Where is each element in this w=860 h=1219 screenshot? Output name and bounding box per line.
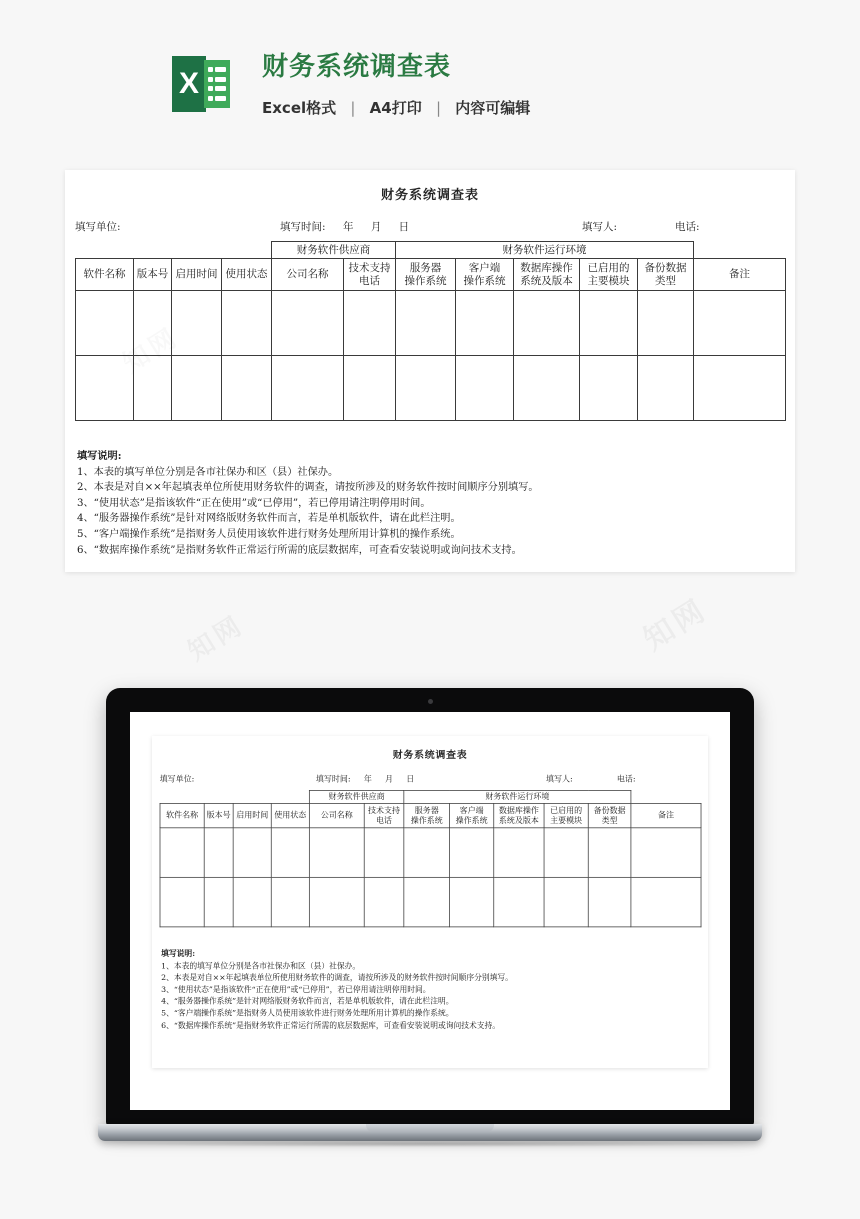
notes-title: 填写说明: bbox=[77, 450, 122, 462]
meta-time-label: 填写时间: bbox=[315, 774, 351, 785]
col-header-database-os-line2: 系统及版本 bbox=[498, 815, 539, 825]
col-header-support-phone-line2: 电话 bbox=[359, 274, 380, 287]
col-header-backup-type bbox=[638, 259, 694, 291]
table-cell[interactable] bbox=[580, 356, 638, 421]
table-row[interactable] bbox=[76, 291, 786, 356]
table-cell[interactable] bbox=[396, 291, 456, 356]
note-item-1: 1、本表的填写单位分别是各市社保办和区（县）社保办。 bbox=[161, 962, 361, 971]
table-cell[interactable] bbox=[309, 828, 364, 878]
table-cell[interactable] bbox=[160, 877, 204, 927]
table-cell[interactable] bbox=[233, 877, 271, 927]
excel-logo-letter: X bbox=[178, 67, 199, 100]
meta-person-label: 填写人: bbox=[545, 774, 573, 785]
table-cell[interactable] bbox=[404, 877, 450, 927]
col-header-support-phone-line2: 电话 bbox=[376, 815, 393, 825]
table-cell[interactable] bbox=[694, 291, 786, 356]
table-cell[interactable] bbox=[694, 356, 786, 421]
document-surface bbox=[65, 170, 795, 572]
group-header-supplier: 财务软件供应商 bbox=[309, 790, 403, 803]
page-header bbox=[0, 0, 860, 150]
excel-logo-grid-row bbox=[208, 86, 226, 91]
table-cell[interactable] bbox=[344, 356, 396, 421]
table-cell[interactable] bbox=[204, 828, 233, 878]
note-item-1: 1、本表的填写单位分别是各市社保办和区（县）社保办。 bbox=[77, 466, 339, 478]
col-header-remarks: 备注 bbox=[694, 259, 786, 291]
document-meta-row bbox=[75, 219, 785, 239]
col-header-client-os-line2: 操作系统 bbox=[463, 274, 506, 287]
note-item-3: 3、“使用状态”是指该软件“正在使用”或“已停用”，若已停用请注明停用时间。 bbox=[161, 985, 431, 995]
excel-logo-grid-row bbox=[208, 67, 226, 72]
table-cell[interactable] bbox=[172, 356, 222, 421]
note-item-2: 2、本表是对自××年起填表单位所使用财务软件的调查，请按所涉及的财务软件按时间顺序分别填写。 bbox=[77, 482, 539, 494]
excel-logo-grid-row bbox=[208, 77, 226, 82]
laptop-document-preview[interactable] bbox=[152, 736, 708, 1068]
table-cell[interactable] bbox=[344, 291, 396, 356]
col-header-database-os-line2: 系统及版本 bbox=[520, 274, 573, 287]
table-cell[interactable] bbox=[76, 291, 134, 356]
col-header-client-os-line1: 客户端 bbox=[468, 261, 501, 274]
laptop-base-notch bbox=[366, 1124, 494, 1132]
webcam-dot-icon bbox=[428, 699, 433, 704]
col-header-enabled-modules-line2: 主要模块 bbox=[550, 815, 583, 825]
col-header-backup-type-line1: 备份数据 bbox=[644, 261, 687, 274]
notes-section bbox=[77, 449, 783, 558]
meta-date-placeholder: 年 月 日 bbox=[363, 774, 420, 785]
col-header-database-os bbox=[514, 259, 580, 291]
col-header-server-os-line2: 操作系统 bbox=[410, 815, 443, 825]
table-cell[interactable] bbox=[272, 291, 344, 356]
watermark bbox=[634, 585, 715, 658]
group-header-spacer-right bbox=[694, 242, 786, 259]
col-header-support-phone bbox=[364, 803, 404, 827]
note-item-5: 5、“客户端操作系统”是指财务人员使用该软件进行财务处理所用计算机的操作系统。 bbox=[161, 1009, 454, 1018]
table-cell[interactable] bbox=[514, 291, 580, 356]
table-cell[interactable] bbox=[514, 356, 580, 421]
table-cell[interactable] bbox=[160, 828, 204, 878]
group-header-supplier: 财务软件供应商 bbox=[272, 242, 396, 259]
laptop-lid bbox=[106, 688, 754, 1126]
table-cell[interactable] bbox=[204, 877, 233, 927]
col-header-enabled-modules-line2: 主要模块 bbox=[587, 274, 630, 287]
meta-date-placeholder: 年 月 日 bbox=[343, 221, 417, 233]
note-item-6: 6、“数据库操作系统”是指财务软件正常运行所需的底层数据库，可查看安装说明或询问技术支持。 bbox=[161, 1021, 501, 1030]
table-row[interactable] bbox=[160, 877, 701, 927]
note-item-3: 3、“使用状态”是指该软件“正在使用”或“已停用”，若已停用请注明停用时间。 bbox=[77, 497, 431, 509]
table-cell[interactable] bbox=[631, 877, 701, 927]
title-block bbox=[262, 52, 530, 118]
notes-section bbox=[161, 949, 699, 1032]
survey-table-body bbox=[160, 828, 701, 927]
laptop-drop-shadow bbox=[118, 1141, 742, 1147]
col-header-software-name: 软件名称 bbox=[160, 803, 204, 827]
table-header-row bbox=[76, 259, 786, 291]
table-cell[interactable] bbox=[494, 828, 544, 878]
col-header-server-os bbox=[404, 803, 450, 827]
table-cell[interactable] bbox=[364, 828, 404, 878]
meta-phone-label: 电话: bbox=[675, 221, 700, 233]
meta-unit-label: 填写单位: bbox=[75, 221, 121, 233]
meta-phone-label: 电话: bbox=[616, 774, 636, 785]
table-cell[interactable] bbox=[272, 356, 344, 421]
survey-table-body bbox=[76, 291, 786, 421]
table-row[interactable] bbox=[76, 356, 786, 421]
watermark bbox=[180, 605, 251, 668]
table-cell[interactable] bbox=[309, 877, 364, 927]
col-header-enabled-modules bbox=[580, 259, 638, 291]
col-header-support-phone-line1: 技术支持 bbox=[368, 805, 401, 815]
col-header-database-os bbox=[494, 803, 544, 827]
subtitle-part-format: Excel格式 bbox=[262, 99, 337, 117]
table-cell[interactable] bbox=[588, 877, 631, 927]
col-header-server-os-line2: 操作系统 bbox=[404, 274, 447, 287]
subtitle-separator: | bbox=[435, 99, 442, 117]
subtitle-separator: | bbox=[350, 99, 356, 117]
note-item-5: 5、“客户端操作系统”是指财务人员使用该软件进行财务处理所用计算机的操作系统。 bbox=[77, 528, 461, 540]
table-cell[interactable] bbox=[271, 877, 309, 927]
table-cell[interactable] bbox=[222, 291, 272, 356]
col-header-client-os-line2: 操作系统 bbox=[455, 815, 488, 825]
col-header-client-os-line1: 客户端 bbox=[459, 805, 484, 815]
note-item-4: 4、“服务器操作系统”是针对网络版财务软件而言，若是单机版软件，请在此栏注明。 bbox=[77, 513, 461, 525]
document-surface-mirror bbox=[152, 736, 708, 1042]
table-header-row bbox=[160, 803, 701, 827]
col-header-version: 版本号 bbox=[204, 803, 233, 827]
table-cell[interactable] bbox=[544, 828, 588, 878]
col-header-usage-status: 使用状态 bbox=[222, 259, 272, 291]
table-cell[interactable] bbox=[134, 291, 172, 356]
notes-title: 填写说明: bbox=[161, 949, 196, 959]
col-header-company-name: 公司名称 bbox=[272, 259, 344, 291]
col-header-support-phone-line1: 技术支持 bbox=[348, 261, 391, 274]
group-header-spacer-right bbox=[631, 790, 701, 803]
table-group-header-row bbox=[160, 790, 701, 803]
table-cell[interactable] bbox=[456, 356, 514, 421]
document-preview-card[interactable] bbox=[65, 170, 795, 572]
table-cell[interactable] bbox=[172, 291, 222, 356]
table-group-header-row bbox=[76, 242, 786, 259]
table-cell[interactable] bbox=[456, 291, 514, 356]
page-title: 财务系统调查表 bbox=[262, 52, 452, 82]
laptop-document-scale bbox=[152, 736, 708, 1042]
table-cell[interactable] bbox=[494, 877, 544, 927]
table-row[interactable] bbox=[160, 828, 701, 878]
table-cell[interactable] bbox=[580, 291, 638, 356]
col-header-version: 版本号 bbox=[134, 259, 172, 291]
header-inner bbox=[170, 52, 530, 118]
meta-unit-label: 填写单位: bbox=[159, 774, 195, 785]
note-item-6: 6、“数据库操作系统”是指财务软件正常运行所需的底层数据库，可查看安装说明或询问技术支持。 bbox=[77, 544, 522, 556]
survey-table bbox=[160, 790, 702, 927]
col-header-start-time: 启用时间 bbox=[233, 803, 271, 827]
col-header-start-time: 启用时间 bbox=[172, 259, 222, 291]
group-header-spacer bbox=[76, 242, 272, 259]
table-cell[interactable] bbox=[450, 828, 494, 878]
table-cell[interactable] bbox=[76, 356, 134, 421]
table-cell[interactable] bbox=[364, 877, 404, 927]
table-cell[interactable] bbox=[450, 877, 494, 927]
meta-time-label: 填写时间: bbox=[280, 221, 326, 233]
note-item-4: 4、“服务器操作系统”是针对网络版财务软件而言，若是单机版软件，请在此栏注明。 bbox=[161, 997, 454, 1007]
col-header-client-os bbox=[450, 803, 494, 827]
subtitle-part-print: A4打印 bbox=[369, 99, 422, 117]
table-cell[interactable] bbox=[404, 828, 450, 878]
col-header-enabled-modules-line1: 已启用的 bbox=[587, 261, 630, 274]
table-cell[interactable] bbox=[638, 356, 694, 421]
table-cell[interactable] bbox=[396, 356, 456, 421]
document-title: 财务系统调查表 bbox=[380, 188, 479, 203]
col-header-database-os-line1: 数据库操作 bbox=[498, 805, 539, 815]
document-meta-row bbox=[160, 773, 701, 788]
excel-logo-grid bbox=[208, 67, 226, 101]
group-header-environment: 财务软件运行环境 bbox=[396, 242, 694, 259]
excel-logo-grid-row bbox=[208, 96, 226, 101]
col-header-backup-type-line1: 备份数据 bbox=[593, 805, 626, 815]
excel-logo-icon bbox=[170, 56, 232, 112]
col-header-backup-type-line2: 类型 bbox=[655, 274, 677, 287]
table-cell[interactable] bbox=[588, 828, 631, 878]
group-header-environment: 财务软件运行环境 bbox=[404, 790, 631, 803]
meta-person-label: 填写人: bbox=[582, 221, 618, 233]
table-cell[interactable] bbox=[638, 291, 694, 356]
table-cell[interactable] bbox=[271, 828, 309, 878]
col-header-server-os-line1: 服务器 bbox=[409, 261, 442, 274]
survey-table bbox=[75, 241, 786, 421]
col-header-backup-type-line2: 类型 bbox=[601, 815, 618, 825]
note-item-2: 2、本表是对自××年起填表单位所使用财务软件的调查，请按所涉及的财务软件按时间顺序分别填写。 bbox=[161, 973, 513, 983]
col-header-client-os bbox=[456, 259, 514, 291]
laptop-mockup bbox=[98, 688, 762, 1158]
group-header-spacer bbox=[160, 790, 309, 803]
col-header-database-os-line1: 数据库操作 bbox=[520, 261, 573, 274]
col-header-enabled-modules bbox=[544, 803, 588, 827]
table-cell[interactable] bbox=[222, 356, 272, 421]
col-header-server-os bbox=[396, 259, 456, 291]
subtitle-part-editable: 内容可编辑 bbox=[455, 99, 531, 117]
document-title: 财务系统调查表 bbox=[392, 749, 468, 762]
table-cell[interactable] bbox=[233, 828, 271, 878]
table-cell[interactable] bbox=[134, 356, 172, 421]
col-header-support-phone bbox=[344, 259, 396, 291]
table-cell[interactable] bbox=[544, 877, 588, 927]
page-subtitle bbox=[262, 98, 530, 118]
col-header-software-name: 软件名称 bbox=[76, 259, 134, 291]
col-header-usage-status: 使用状态 bbox=[271, 803, 309, 827]
col-header-server-os-line1: 服务器 bbox=[414, 805, 439, 815]
col-header-backup-type bbox=[588, 803, 631, 827]
col-header-company-name: 公司名称 bbox=[309, 803, 364, 827]
table-cell[interactable] bbox=[631, 828, 701, 878]
col-header-enabled-modules-line1: 已启用的 bbox=[550, 805, 583, 815]
laptop-screen bbox=[130, 712, 730, 1110]
col-header-remarks: 备注 bbox=[631, 803, 701, 827]
